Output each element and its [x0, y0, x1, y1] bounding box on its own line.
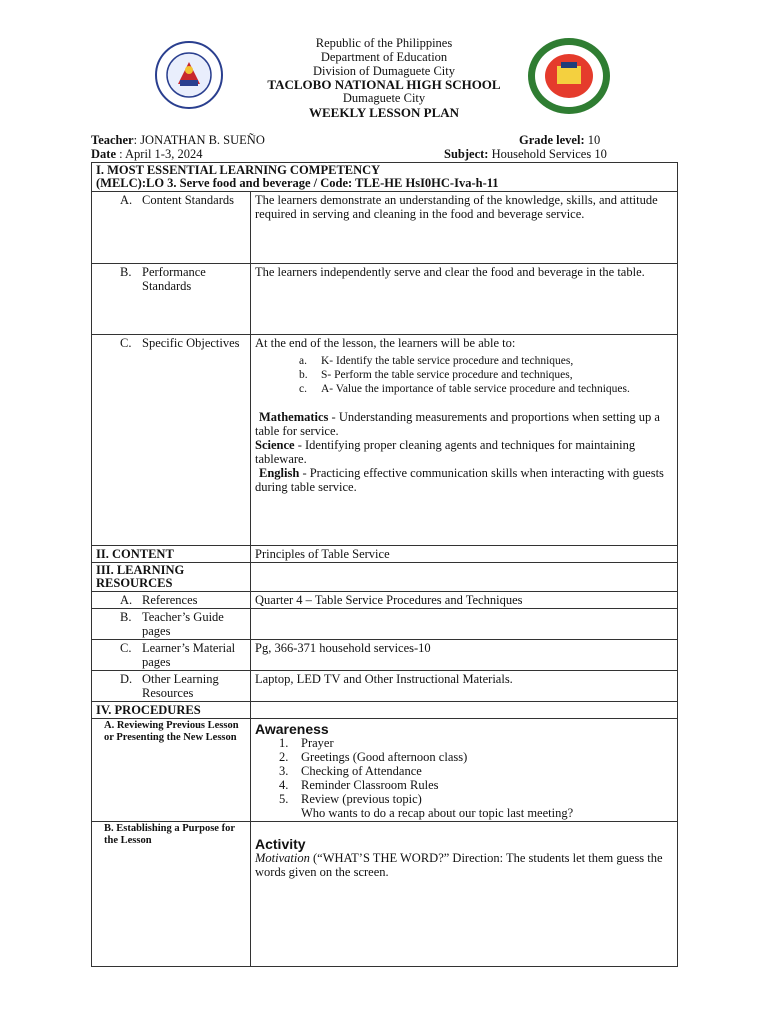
teacher-value: : JONATHAN B. SUEÑO: [133, 133, 265, 147]
objective-marker: b.: [299, 369, 308, 381]
references-label: [92, 592, 251, 609]
teacher-label: Teacher: [91, 133, 134, 147]
step-marker: 2.: [279, 750, 289, 764]
teachers-guide-text-label: Teacher’s Guide pages: [142, 610, 224, 638]
performance-standards-text-label: Performance Standards: [142, 265, 206, 293]
learners-material-label: [92, 640, 251, 671]
step-text: Review (previous topic): [301, 792, 422, 806]
references-letter: A.: [120, 593, 133, 607]
date-label: Date: [91, 147, 116, 161]
objective-text: K- Identify the table service procedure and techniques,: [321, 355, 574, 367]
content-standards-letter: A.: [120, 193, 133, 207]
content-standards-value: The learners demonstrate an understanding of the knowledge, skills, and attitude required in serving and cleaning in the food and beverage service.: [251, 192, 678, 264]
specific-objectives-value: [251, 335, 678, 546]
step-marker: 4.: [279, 778, 289, 792]
teacher-line: [91, 133, 265, 148]
activity-heading: Activity: [255, 836, 306, 852]
references-text-label: References: [142, 593, 198, 607]
science-label: Science: [255, 438, 295, 452]
performance-standards-value: The learners independently serve and clear the food and beverage in the table.: [251, 264, 678, 335]
date-value: : April 1-3, 2024: [116, 147, 203, 161]
content-standards-text-label: Content Standards: [142, 193, 235, 207]
procedures-section-value: [251, 702, 678, 719]
resources-section-value: [251, 563, 678, 592]
content-section-value: Principles of Table Service: [251, 546, 678, 563]
establishing-purpose-label: [92, 822, 251, 967]
step-text: Greetings (Good afternoon class): [301, 750, 468, 764]
step-item: [279, 806, 673, 820]
objective-item: [299, 354, 673, 368]
objective-item: [299, 382, 673, 396]
step-item: [279, 736, 673, 750]
reviewing-previous-label: [92, 719, 251, 822]
teachers-guide-value: [251, 609, 678, 640]
header-department: Department of Education: [320, 50, 448, 64]
other-resources-label: [92, 671, 251, 702]
teachers-guide-label: [92, 609, 251, 640]
step-text: Prayer: [301, 736, 334, 750]
awareness-steps: [255, 736, 673, 820]
integration-science: [255, 438, 673, 466]
step-marker: 5.: [279, 792, 289, 806]
objective-marker: c.: [299, 383, 307, 395]
science-text: - Identifying proper cleaning agents and techniques for maintaining tableware.: [255, 438, 636, 466]
performance-standards-letter: B.: [120, 265, 132, 279]
motivation-text: [255, 851, 673, 879]
establishing-purpose-text: B. Establishing a Purpose for the Lesson: [104, 823, 235, 846]
step-item: [279, 750, 673, 764]
motivation-direction: (“WHAT’S THE WORD?” Direction: The students let them guess the words given on the screen.: [255, 851, 663, 879]
objective-text: A- Value the importance of table service procedure and techniques.: [321, 383, 630, 395]
english-label: English: [259, 466, 300, 480]
other-resources-value: Laptop, LED TV and Other Instructional Materials.: [251, 671, 678, 702]
resources-section-label: III. LEARNING RESOURCES: [92, 563, 251, 592]
math-text: - Understanding measurements and proportions when setting up a table for service.: [255, 410, 660, 438]
subject-label: Subject:: [444, 147, 489, 161]
objectives-list: [255, 354, 673, 396]
reviewing-previous-value: [251, 719, 678, 822]
reviewing-previous-text: A. Reviewing Previous Lesson or Presenting the New Lesson: [104, 720, 239, 743]
step-text: Checking of Attendance: [301, 764, 422, 778]
performance-standards-label: [92, 264, 251, 335]
specific-objectives-letter: C.: [120, 336, 132, 350]
step-marker: 1.: [279, 736, 289, 750]
references-value: Quarter 4 – Table Service Procedures and Techniques: [251, 592, 678, 609]
objective-item: [299, 368, 673, 382]
learners-material-letter: C.: [120, 641, 132, 655]
specific-objectives-text-label: Specific Objectives: [142, 336, 240, 350]
step-item: [279, 778, 673, 792]
subject-value: Household Services 10: [488, 147, 607, 161]
step-marker: 3.: [279, 764, 289, 778]
content-standards-label: [92, 192, 251, 264]
teachers-guide-letter: B.: [120, 610, 132, 624]
subject-line: [444, 147, 607, 162]
lesson-plan-table: [91, 162, 678, 967]
step-item: [279, 792, 673, 806]
objective-text: S- Perform the table service procedure and techniques,: [321, 369, 573, 381]
header-republic: Republic of the Philippines: [315, 36, 453, 50]
competency-cell: [92, 163, 678, 192]
integration-english: [255, 466, 673, 494]
grade-line: [519, 133, 600, 148]
content-section-label: II. CONTENT: [92, 546, 251, 563]
integration-math: [255, 410, 673, 438]
motivation-label: Motivation: [255, 851, 310, 865]
header-city: Dumaguete City: [342, 91, 426, 105]
step-text: Who wants to do a recap about our topic last meeting?: [301, 806, 574, 820]
step-marker: [279, 806, 301, 820]
header-division: Division of Dumaguete City: [313, 64, 455, 78]
header-doc-title: WEEKLY LESSON PLAN: [308, 105, 460, 120]
step-item: [279, 764, 673, 778]
specific-objectives-label: [92, 335, 251, 546]
learners-material-value: Pg, 366-371 household services-10: [251, 640, 678, 671]
procedures-section-label: IV. PROCEDURES: [92, 702, 251, 719]
other-resources-letter: D.: [120, 672, 133, 686]
grade-value: 10: [584, 133, 601, 147]
competency-title: I. MOST ESSENTIAL LEARNING COMPETENCY: [96, 163, 381, 177]
date-line: [91, 147, 202, 162]
establishing-purpose-value: [251, 822, 678, 967]
other-resources-text-label: Other Learning Resources: [142, 672, 219, 700]
competency-code: (MELC):LO 3. Serve food and beverage / Code: TLE-HE HsI0HC-Iva-h-11: [96, 176, 499, 190]
math-label: Mathematics: [259, 410, 329, 424]
step-text: Reminder Classroom Rules: [301, 778, 439, 792]
grade-label: Grade level:: [519, 133, 585, 147]
awareness-heading: Awareness: [255, 721, 329, 737]
objectives-intro: At the end of the lesson, the learners will be able to:: [255, 336, 516, 350]
english-text: - Practicing effective communication skills when interacting with guests during table service.: [255, 466, 664, 494]
learners-material-text-label: Learner’s Material pages: [142, 641, 236, 669]
objective-marker: a.: [299, 355, 307, 367]
header-school: TACLOBO NATIONAL HIGH SCHOOL: [267, 77, 501, 92]
